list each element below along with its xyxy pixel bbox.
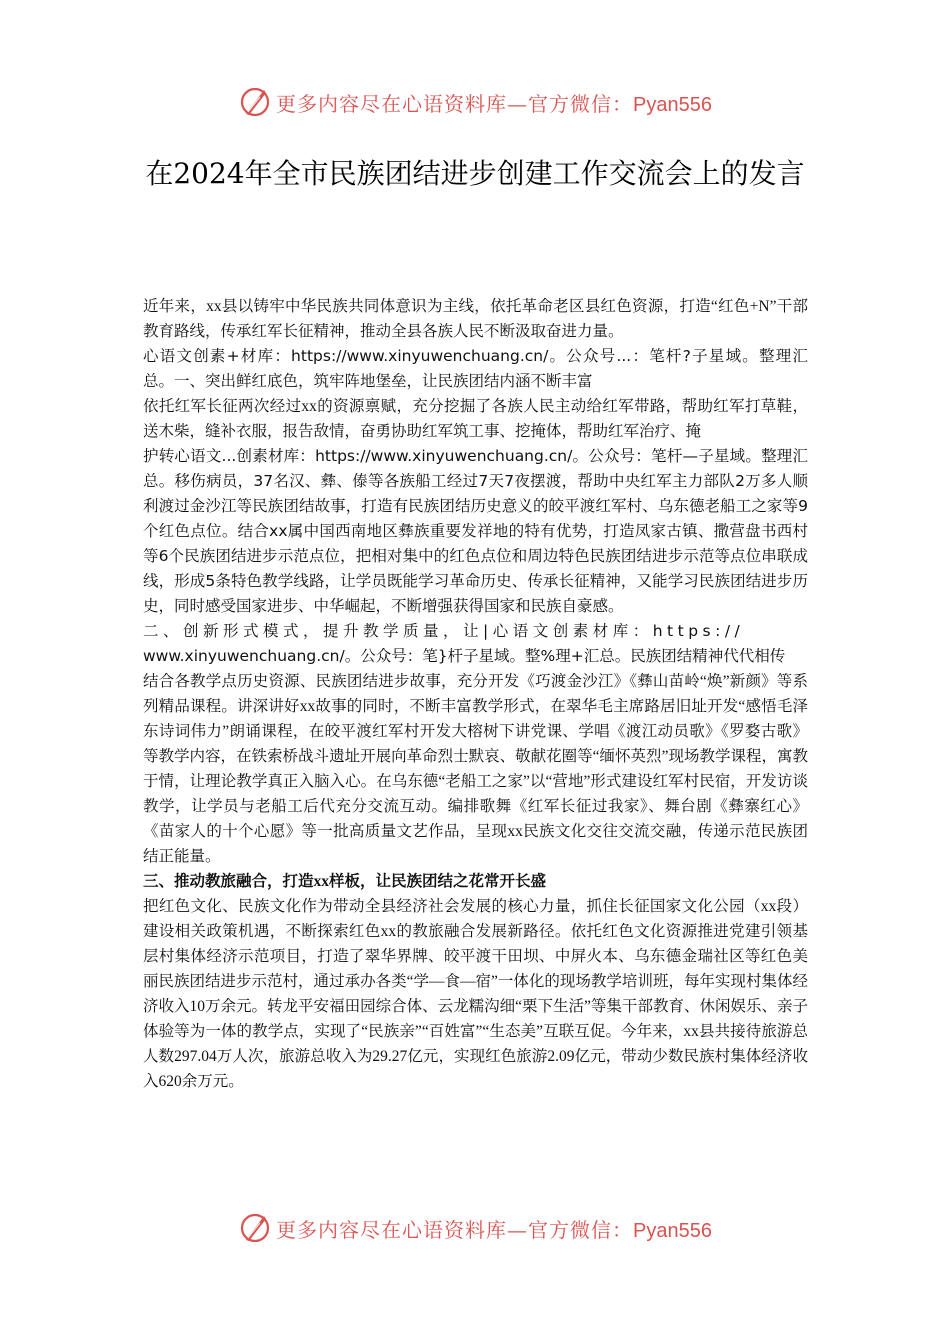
- paragraph-section-three-heading: 三、推动教旅融合，打造xx样板，让民族团结之花常开长盛: [143, 873, 547, 890]
- paragraph-section-one-continued: 护转心语文...创素材库：https://www.xinyuwenchuang.cn/。公众号：笔杆—子星域。整理汇总。移伤病员，37名汉、彝、傣等各族船工经过7天7夜摆渡，帮助中央红军主力部队2万多人顺利渡过金沙江等民族团结故事，打造有民族团结历史意义的皎平渡红军村、乌东德老船工之家等9个红色点位。结合xx属中国西南地区彝族重要发祥地的特有优势，打造凤家古镇、撒营盘书西村等6个民族团结进步示范点位，把相对集中的红色点位和周边特色民族团结进步示范等点位串联成线，形成5条特色教学线路，让学员既能学习革命历史、传承长征精神，又能学习民族团结进步历史，同时感受国家进步、中华崛起，不断增强获得国家和民族自豪感。: [143, 447, 808, 615]
- quill-pen-logo-icon: [238, 85, 272, 119]
- paragraph-section-three-body: 把红色文化、民族文化作为带动全县经济社会发展的核心力量，抓住长征国家文化公园（xx段）建设相关政策机遇，不断探索红色xx的教旅融合发展新路径。依托红色文化资源推进党建引领基层村集体经济示范项目，打造了翠华界牌、皎平渡干田坝、中屏火本、乌东德金瑞社区等红色美丽民族团结进步示范村，通过承办各类“学—食—宿”一体化的现场教学培训班，每年实现村集体经济收入10万余元。转龙平安福田园综合体、云龙糯沟细“栗下生活”等集干部教育、休闲娱乐、亲子体验等为一体的教学点，实现了“民族亲”“百姓富”“生态美”互联互促。今年来，xx县共接待旅游总人数297.04万人次，旅游总收入为29.27亿元，实现红色旅游2.09亿元，带动少数民族村集体经济收入620余万元。: [143, 898, 808, 1090]
- document-title: 在2024年全市民族团结进步创建工作交流会上的发言: [145, 157, 805, 190]
- paragraph-section-two-heading-continued: www.xinyuwenchuang.cn/。公众号：笔}杆子星域。整%理+汇总。民族团结精神代代相传: [143, 647, 786, 665]
- quill-pen-logo-icon: [238, 1211, 272, 1245]
- paragraph-section-two-heading: 二、创新形式模式，提升教学质量，让|心语文创素材库：https://: [143, 622, 745, 640]
- paragraph-section-one-heading: 心语文创素+材库：https://www.xinyuwenchuang.cn/。公众号...：笔杆?子星域。整理汇总。一、突出鲜红底色，筑牢阵地堡垒，让民族团结内涵不断丰富: [143, 347, 808, 390]
- watermark-text: 更多内容尽在心语资料库—官方微信：Pyan556: [276, 1217, 712, 1242]
- watermark-text: 更多内容尽在心语资料库—官方微信：Pyan556: [276, 91, 712, 116]
- paragraph-section-one-body: 依托红军长征两次经过xx的资源禀赋，充分挖掘了各族人民主动给红军带路，帮助红军打草鞋，送木柴，缝补衣服，报告敌情，奋勇协助红军筑工事、挖掩体，帮助红军治疗、掩: [143, 398, 808, 440]
- document-body: [143, 294, 808, 1094]
- paragraph-section-two-body: 结合各教学点历史资源、民族团结进步故事，充分开发《巧渡金沙江》《彝山苗岭“焕”新颜》等系列精品课程。讲深讲好xx故事的同时，不断丰富教学形式，在翠华毛主席路居旧址开发“感悟毛泽东诗词伟力”朗诵课程，在皎平渡红军村开发大榕树下讲党课、学唱《渡江动员歌》《罗婺古歌》等教学内容，在铁索桥战斗遗址开展向革命烈士默哀、敬献花圈等“缅怀英烈”现场教学课程，寓教于情，让理论教学真正入脑入心。在乌东德“老船工之家”以“营地”形式建设红军村民宿，开发访谈教学，让学员与老船工后代充分交流互动。编排歌舞《红军长征过我家》、舞台剧《彝寨红心》《苗家人的十个心愿》等一批高质量文艺作品，呈现xx民族文化交往交流交融，传递示范民族团结正能量。: [143, 673, 808, 865]
- footer-watermark-banner: [0, 1208, 950, 1248]
- wechat-handle: Pyan556: [633, 93, 712, 116]
- wechat-handle: Pyan556: [633, 1219, 712, 1242]
- paragraph-intro: 近年来，xx县以铸牢中华民族共同体意识为主线，依托革命老区县红色资源，打造“红色+N”干部教育路线，传承红军长征精神，推动全县各族人民不断汲取奋进力量。: [143, 298, 808, 340]
- header-watermark-banner: [0, 82, 950, 122]
